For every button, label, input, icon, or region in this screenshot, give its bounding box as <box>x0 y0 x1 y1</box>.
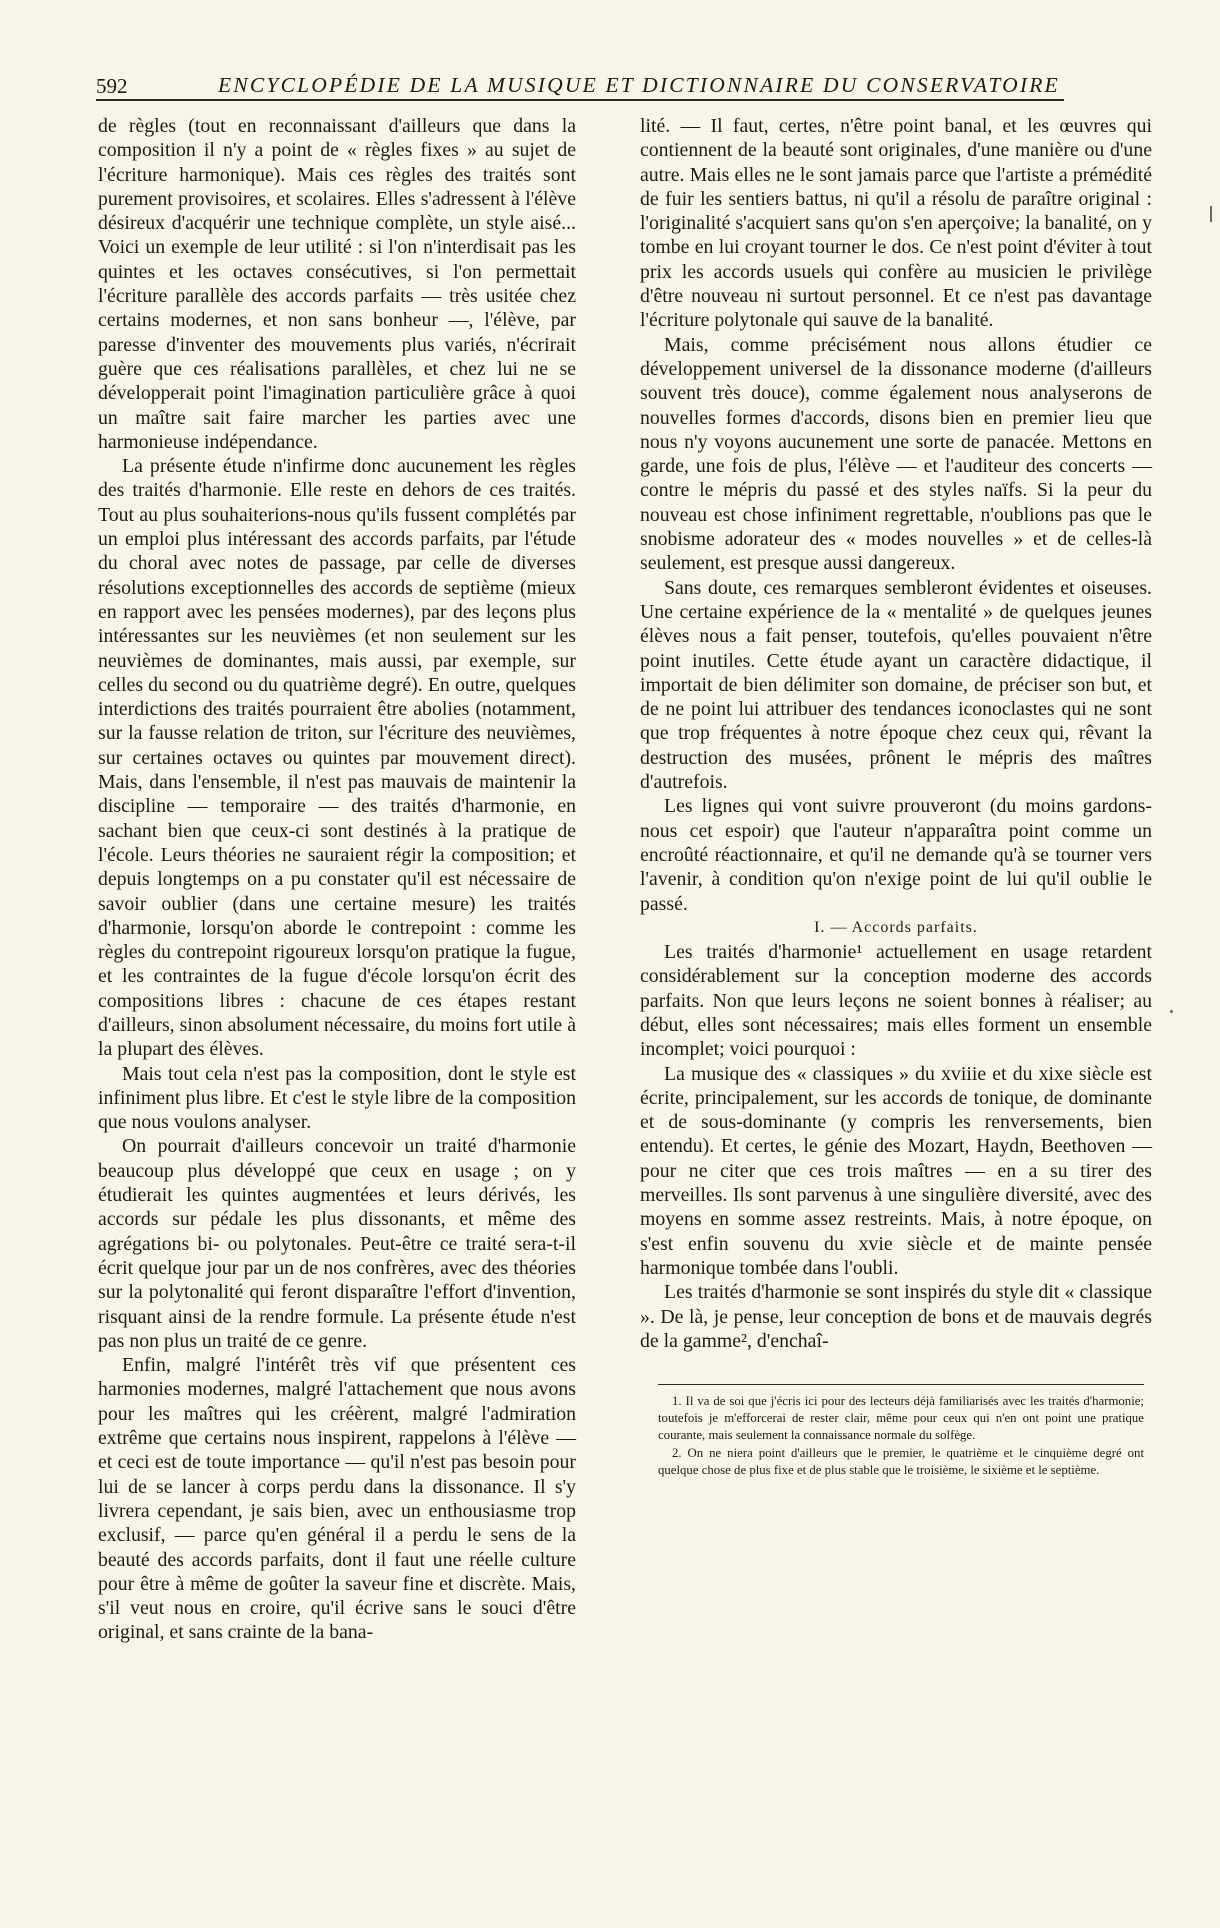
footnote: 2. On ne niera point d'ailleurs que le premier, le quatrième et le cinquième degré ont quelque chose de plus fixe et de plus stable que le troisième, le sixième et le septième. <box>658 1445 1144 1477</box>
running-title: ENCYCLOPÉDIE DE LA MUSIQUE ET DICTIONNAIRE DU CONSERVATOIRE <box>218 73 1060 97</box>
margin-dot <box>1170 1010 1173 1013</box>
page-header <box>96 70 1064 100</box>
paragraph: La musique des « classiques » du xviiie et du xixe siècle est écrite, principalement, sur les accords de tonique, de dominante et de sous-dominante (y compris les renversements, bien entendu). Et certes, le génie des Mozart, Haydn, Beethoven — pour ne citer que ces trois maîtres — en a su tirer des merveilles. Ils sont parvenus à une singulière diversité, avec des moyens en somme assez restreints. Mais, à notre époque, on s'est enfin souvenu du xvie siècle et de mainte pensée harmonique tombée dans l'oubli. <box>640 1062 1152 1279</box>
header-rule <box>96 99 1064 101</box>
paragraph: Sans doute, ces remarques sembleront évidentes et oiseuses. Une certaine expérience de la « mentalité » de quelques jeunes élèves nous a fait penser, toutefois, qu'elles pouvaient n'être point inutiles. Cette étude ayant un caractère didactique, il importait de bien délimiter son domaine, de préciser son but, et de ne point lui attribuer des tendances iconoclastes qui ne sont que trop fréquentes à notre époque chez ceux qui, rêvant la destruction des musées, prônent le mépris des maîtres d'autrefois. <box>640 576 1152 794</box>
paragraph: de règles (tout en reconnaissant d'ailleurs que dans la composition il n'y a point de « règles fixes » au sujet de l'écriture harmonique). Mais ces règles des traités sont purement provisoires, et scolaires. Elles s'adressent à l'élève désireux d'acquérir une technique complète, un style aisé... Voici un exemple de leur utilité : si l'on n'interdisait pas les quintes et les octaves consécutives, si l'on permettait l'écriture parallèle des accords parfaits — très usitée chez certains modernes, et non sans bonheur —, l'élève, par paresse d'inventer des mouvements plus variés, n'écrirait guère que ces réalisations parallèles, et chez lui ne se développerait point l'imagination particulière grâce à quoi un maître sait faire marcher les parties avec une harmonieuse indépendance. <box>98 115 576 453</box>
paragraph: lité. — Il faut, certes, n'être point banal, et les œuvres qui contiennent de la beauté sont originales, d'une manière ou d'une autre. Mais elles ne le sont jamais parce que l'artiste a prémédité de fuir les sentiers battus, ni qu'il a résolu de paraître original : l'originalité s'acquiert sans qu'on s'en aperçoive; la banalité, on y tombe en lui croyant tourner le dos. Ce n'est point d'éviter à tout prix les accords usuels qui confère au musicien le privilège d'être nouveau ni surtout personnel. Et ce n'est pas davantage l'écriture polytonale qui sauve de la banalité. <box>640 115 1152 332</box>
paragraph: Les lignes qui vont suivre prouveront (du moins gardons-nous cet espoir) que l'auteur n'apparaîtra point comme un encroûté réactionnaire, et qu'il ne demande qu'à se tourner vers l'avenir, à condition qu'on n'exige point de lui qu'il oublie le passé. <box>640 795 1152 915</box>
right-column <box>640 114 1152 1353</box>
margin-mark <box>1210 206 1212 222</box>
paragraph: Les traités d'harmonie¹ actuellement en usage retardent considérablement sur la conception moderne des accords parfaits. Non que leurs leçons ne soient bonnes à réaliser; au début, elles sont nécessaires; mais elles forment un ensemble incomplet; voici pourquoi : <box>640 941 1152 1061</box>
footnotes <box>658 1384 1144 1479</box>
section-heading: I. — Accords parfaits. <box>814 918 978 936</box>
paragraph: On pourrait d'ailleurs concevoir un traité d'harmonie beaucoup plus développé que ceux en usage ; on y étudierait les quintes augmentées et leurs dérivés, les accords sur pédale les plus dissonants, et même des agrégations bi- ou polytonales. Peut-être ce traité sera-t-il écrit quelque jour par un de nos confrères, avec des théories sur la polytonalité qui feront disparaître l'effort d'invention, risquant ainsi de la rendre formule. La présente étude n'est pas non plus un traité de ce genre. <box>98 1135 576 1352</box>
paragraph: Enfin, malgré l'intérêt très vif que présentent ces harmonies modernes, malgré l'attachement que nous avons pour les maîtres qui les créèrent, malgré l'admiration extrême que certains nous inspirent, rappelons à l'élève — et ceci est de toute importance — qu'il n'est pas besoin pour lui de se lancer à corps perdu dans la dissonance. Il s'y livrera cependant, je sais bien, avec un enthousiasme trop exclusif, — parce qu'en général il a perdu le sens de la beauté des accords parfaits, dont il faut une réelle culture pour être à même de goûter la saveur fine et discrète. Mais, s'il veut nous en croire, qu'il écrive sans le souci d'être original, et sans crainte de la bana- <box>98 1354 576 1644</box>
paragraph: Mais tout cela n'est pas la composition, dont le style est infiniment plus libre. Et c'est le style libre de la composition que nous voulons analyser. <box>98 1062 576 1134</box>
left-column <box>98 114 576 1645</box>
paragraph: La présente étude n'infirme donc aucunement les règles des traités d'harmonie. Elle reste en dehors de ces traités. Tout au plus souhaiterions-nous qu'ils fussent complétés par un emploi plus intéressant des accords parfaits, par l'étude du choral avec notes de passage, par celle de diverses résolutions exceptionnelles des accords de septième (mieux en rapport avec les pensées modernes), par des leçons plus intéressantes sur les neuvièmes (et non seulement sur les neuvièmes de dominantes, mais aussi, par exemple, sur celles du second ou du quatrième degré). En outre, quelques interdictions des traités pourraient être abolies (notamment, sur la fausse relation de triton, sur l'écriture des neuvièmes, sur certaines octaves ou quintes par mouvement direct). Mais, dans l'ensemble, il n'est pas mauvais de maintenir la discipline — temporaire — des traités d'harmonie, en sachant bien que ceux-ci sont destinés à la pratique de l'école. Leurs théories ne sauraient régir la composition; et depuis longtemps on a pu constater qu'il est nécessaire de savoir oublier (dans une certaine mesure) les traités d'harmonie, lorsqu'on aborde le contrepoint : comme les règles du contrepoint rigoureux lorsqu'on pratique la fugue, et les contraintes de la fugue d'école lorsqu'on écrit des compositions libres : chacune de ces étapes restant d'ailleurs, sinon absolument nécessaire, du moins fort utile à la plupart des élèves. <box>98 455 576 1061</box>
paragraph: Mais, comme précisément nous allons étudier ce développement universel de la dissonance moderne (d'ailleurs souvent très douce), comme également nous analyserons de nouvelles formes d'accords, disons bien en premier lieu que nous n'y voyons aucunement une sorte de panacée. Mettons en garde, une fois de plus, l'élève — et l'auditeur des concerts — contre le mépris du passé et des styles naïfs. Si la peur du nouveau est chose infiniment regrettable, n'oublions pas que le snobisme adorateur des « modes nouvelles » et de celles-là seulement, est presque aussi dangereux. <box>640 333 1152 575</box>
footnote: 1. Il va de soi que j'écris ici pour des lecteurs déjà familiarisés avec les traités d'harmonie; toutefois je m'efforcerai de rester clair, même pour ceux qui n'en ont point une pratique courante, mais seulement la connaissance normale du solfège. <box>658 1394 1144 1443</box>
page-number: 592 <box>96 74 128 98</box>
paragraph: Les traités d'harmonie se sont inspirés du style dit « classique ». De là, je pense, leur conception de bons et de mauvais degrés de la gamme², d'enchaî- <box>640 1281 1152 1352</box>
